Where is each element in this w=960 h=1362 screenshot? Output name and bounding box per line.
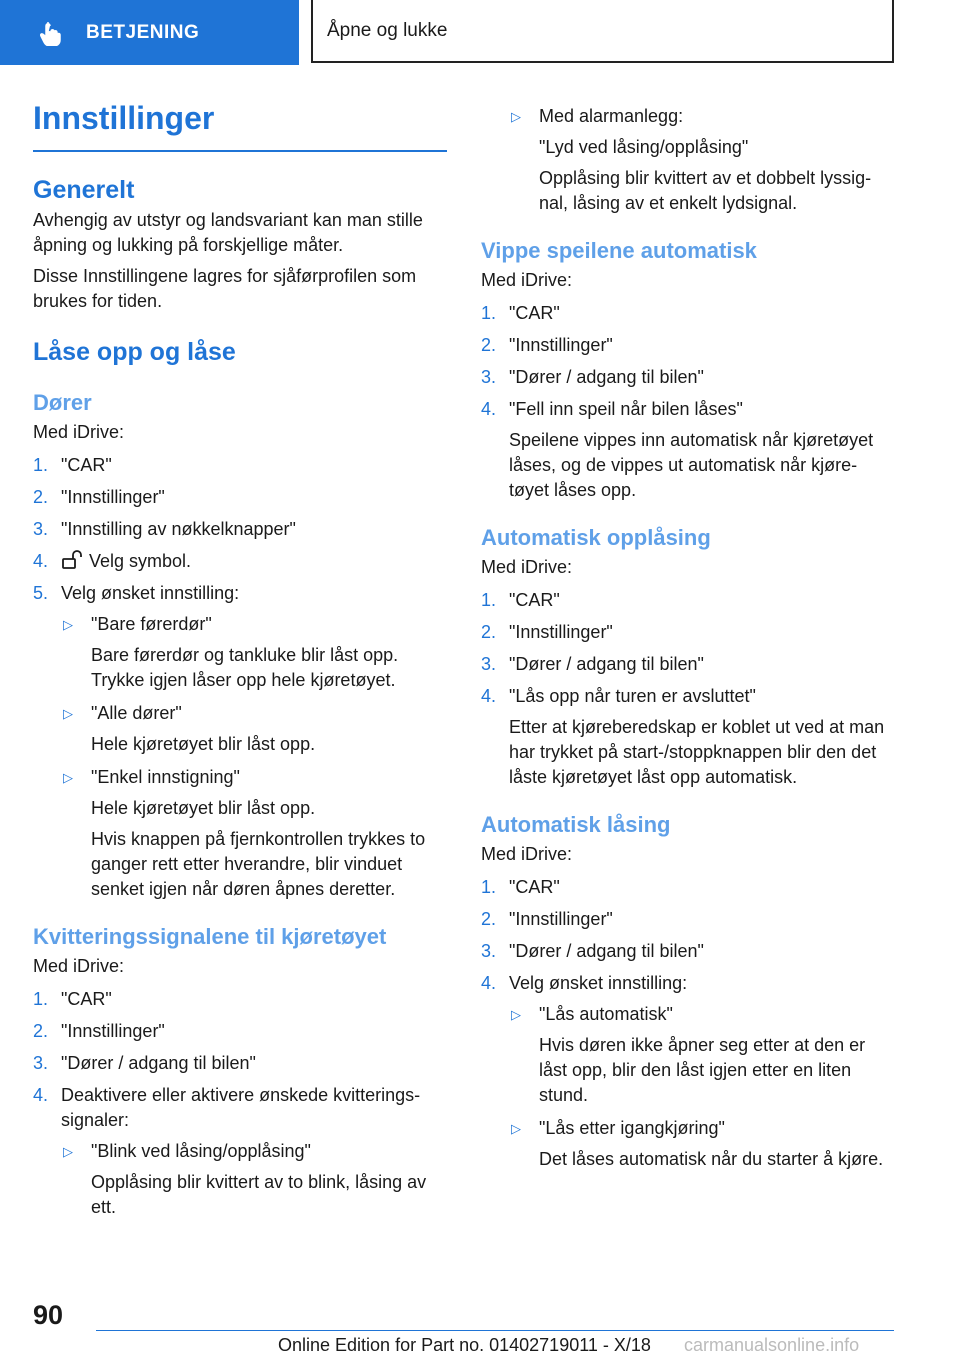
list-item [481, 301, 897, 326]
heading-doors: Dører [33, 390, 92, 415]
list-item [33, 453, 449, 478]
ack-options [61, 1139, 449, 1220]
footer-divider [96, 1330, 894, 1331]
step-number: 4. [481, 686, 497, 706]
step-number: 2. [33, 487, 49, 507]
autolock-steps [481, 875, 897, 1172]
option-label: "Enkel innstigning" [91, 767, 240, 787]
autounlock-steps [481, 588, 897, 790]
ack-options-continued [509, 104, 897, 216]
section-tab-label: Åpne og lukke [327, 19, 448, 41]
option-label: "Blink ved låsing/opplåsing" [91, 1141, 311, 1161]
edition-text: Online Edition for Part no. 01402719011 - X/18 [278, 1335, 651, 1355]
option-note: Bare førerdør og tankluke blir låst opp. Trykke igjen låser opp hele kjøretøyet. [91, 645, 399, 690]
idrive-label: Med iDrive: [33, 956, 125, 976]
option-label: "Lås etter igangkjøring" [539, 1118, 725, 1138]
step-note: Etter at kjøreberedskap er koblet ut ved at man har trykket på start-/stoppknappen blir den det låste kjøretøyet låst opp automatisk. [509, 717, 885, 787]
list-item [509, 1116, 897, 1172]
step-number: 1. [33, 989, 49, 1009]
page-title: Innstillinger [33, 96, 447, 152]
option-label: "Alle dører" [91, 703, 182, 723]
step-number: 3. [33, 1053, 49, 1073]
step-text: "CAR" [509, 303, 560, 323]
heading-mirrors: Vippe speilene automatisk [481, 238, 757, 263]
list-item [33, 1019, 449, 1044]
chapter-tab[interactable] [0, 0, 299, 65]
step-number: 2. [33, 1021, 49, 1041]
triangle-bullet-icon: ▷ [63, 1144, 73, 1159]
step-number: 2. [481, 909, 497, 929]
heading-auto-unlock: Automatisk opplåsing [481, 525, 711, 550]
list-item [509, 104, 897, 216]
step-text: "CAR" [61, 455, 112, 475]
step-text: Deaktivere eller aktivere ønskede kvitterings-signaler: [61, 1085, 421, 1130]
step-text: "Innstillinger" [509, 909, 613, 929]
list-item [481, 907, 897, 932]
list-item [481, 875, 897, 900]
step-text: "Innstillinger" [61, 1021, 165, 1041]
option-note: Hele kjøretøyet blir låst opp. [91, 798, 316, 818]
watermark: carmanualsonline.info [684, 1335, 860, 1355]
list-item [481, 333, 897, 358]
step-text: "Lås opp når turen er avsluttet" [509, 686, 756, 706]
list-item [61, 701, 449, 757]
list-item [481, 588, 897, 613]
list-item [481, 652, 897, 677]
step-number: 5. [33, 583, 49, 603]
list-item [61, 1139, 449, 1220]
step-number: 3. [481, 654, 497, 674]
idrive-label: Med iDrive: [481, 844, 573, 864]
ack-steps [33, 987, 449, 1220]
list-item [481, 365, 897, 390]
triangle-bullet-icon: ▷ [511, 109, 521, 124]
step-number: 3. [33, 519, 49, 539]
heading-auto-lock: Automatisk låsing [481, 812, 671, 837]
option-note: Opplåsing blir kvittert av to blink, låsing av ett. [91, 1172, 427, 1217]
step-number: 4. [481, 399, 497, 419]
chapter-tab-label: BETJENING [86, 21, 200, 43]
option-note: Hvis knappen på fjernkontrollen trykkes to ganger rett etter hverandre, blir vinduet senket igjen når døren åpnes deretter. [91, 829, 426, 899]
step-number: 4. [481, 973, 497, 993]
step-number: 4. [33, 1085, 49, 1105]
list-item [33, 581, 449, 902]
list-item [61, 612, 449, 693]
step-text: "Dører / adgang til bilen" [509, 367, 704, 387]
mirrors-steps [481, 301, 897, 503]
doors-steps [33, 453, 449, 902]
step-text: Velg ønsket innstilling: [61, 583, 240, 603]
paragraph: Disse Innstillingene lagres for sjåførprofilen som brukes for tiden. [33, 266, 417, 311]
step-text: "Dører / adgang til bilen" [509, 941, 704, 961]
step-text: "Innstillinger" [509, 335, 613, 355]
triangle-bullet-icon: ▷ [63, 617, 73, 632]
step-text: "CAR" [509, 590, 560, 610]
option-label: "Lås automatisk" [539, 1004, 673, 1024]
step-text: "Innstillinger" [509, 622, 613, 642]
triangle-bullet-icon: ▷ [63, 706, 73, 721]
step-number: 1. [33, 455, 49, 475]
step-text: "Dører / adgang til bilen" [509, 654, 704, 674]
option-note: Hele kjøretøyet blir låst opp. [91, 734, 316, 754]
list-item [33, 549, 449, 574]
step-note: Speilene vippes inn automatisk når kjøretøyet låses, og de vippes ut automatisk når kjøre-tøyet låses opp. [509, 430, 874, 500]
section-tab[interactable] [311, 0, 894, 63]
step-number: 4. [33, 551, 49, 571]
option-note: Opplåsing blir kvittert av et dobbelt lyssig-nal, låsing av et enkelt lydsignal. [539, 168, 872, 213]
step-text: Velg ønsket innstilling: [509, 973, 688, 993]
autolock-options [509, 1002, 897, 1172]
paragraph: Avhengig av utstyr og landsvariant kan man stille åpning og lukking på forskjellige måter. [33, 210, 423, 255]
idrive-label: Med iDrive: [481, 557, 573, 577]
hand-icon [40, 20, 66, 46]
step-number: 1. [481, 877, 497, 897]
option-note: "Lyd ved låsing/opplåsing" [539, 137, 749, 157]
list-item [33, 987, 449, 1012]
unlock-icon [61, 550, 83, 570]
left-column [33, 96, 449, 1228]
step-text: "CAR" [509, 877, 560, 897]
option-label: "Bare førerdør" [91, 614, 212, 634]
option-note: Hvis døren ikke åpner seg etter at den er låst opp, blir den låst igjen etter en liten stund. [539, 1035, 866, 1105]
triangle-bullet-icon: ▷ [63, 770, 73, 785]
right-column [481, 104, 897, 1180]
idrive-label: Med iDrive: [33, 422, 125, 442]
list-item [33, 1051, 449, 1076]
list-item [33, 517, 449, 542]
step-number: 2. [481, 622, 497, 642]
step-text: "Dører / adgang til bilen" [61, 1053, 256, 1073]
list-item [481, 397, 897, 503]
step-number: 2. [481, 335, 497, 355]
step-text: "Fell inn speil når bilen låses" [509, 399, 743, 419]
option-note: Det låses automatisk når du starter å kjøre. [539, 1149, 884, 1169]
list-item [61, 765, 449, 902]
triangle-bullet-icon: ▷ [511, 1007, 521, 1022]
step-number: 1. [481, 590, 497, 610]
idrive-label: Med iDrive: [481, 270, 573, 290]
step-text: Velg symbol. [89, 551, 192, 571]
step-text: "Innstilling av nøkkelknapper" [61, 519, 296, 539]
list-item [481, 620, 897, 645]
page-number: 90 [33, 1300, 64, 1330]
list-item [33, 485, 449, 510]
heading-lock-unlock: Låse opp og låse [33, 338, 236, 366]
step-number: 1. [481, 303, 497, 323]
heading-general: Generelt [33, 176, 135, 204]
step-text: "Innstillinger" [61, 487, 165, 507]
step-text: "CAR" [61, 989, 112, 1009]
list-item [481, 939, 897, 964]
doors-options [61, 612, 449, 902]
option-label: Med alarmanlegg: [539, 106, 684, 126]
step-number: 3. [481, 941, 497, 961]
list-item [481, 971, 897, 1172]
list-item [33, 1083, 449, 1220]
step-number: 3. [481, 367, 497, 387]
list-item [481, 684, 897, 790]
triangle-bullet-icon: ▷ [511, 1121, 521, 1136]
heading-acknowledgement: Kvitteringssignalene til kjøretøyet [33, 924, 387, 949]
list-item [509, 1002, 897, 1108]
